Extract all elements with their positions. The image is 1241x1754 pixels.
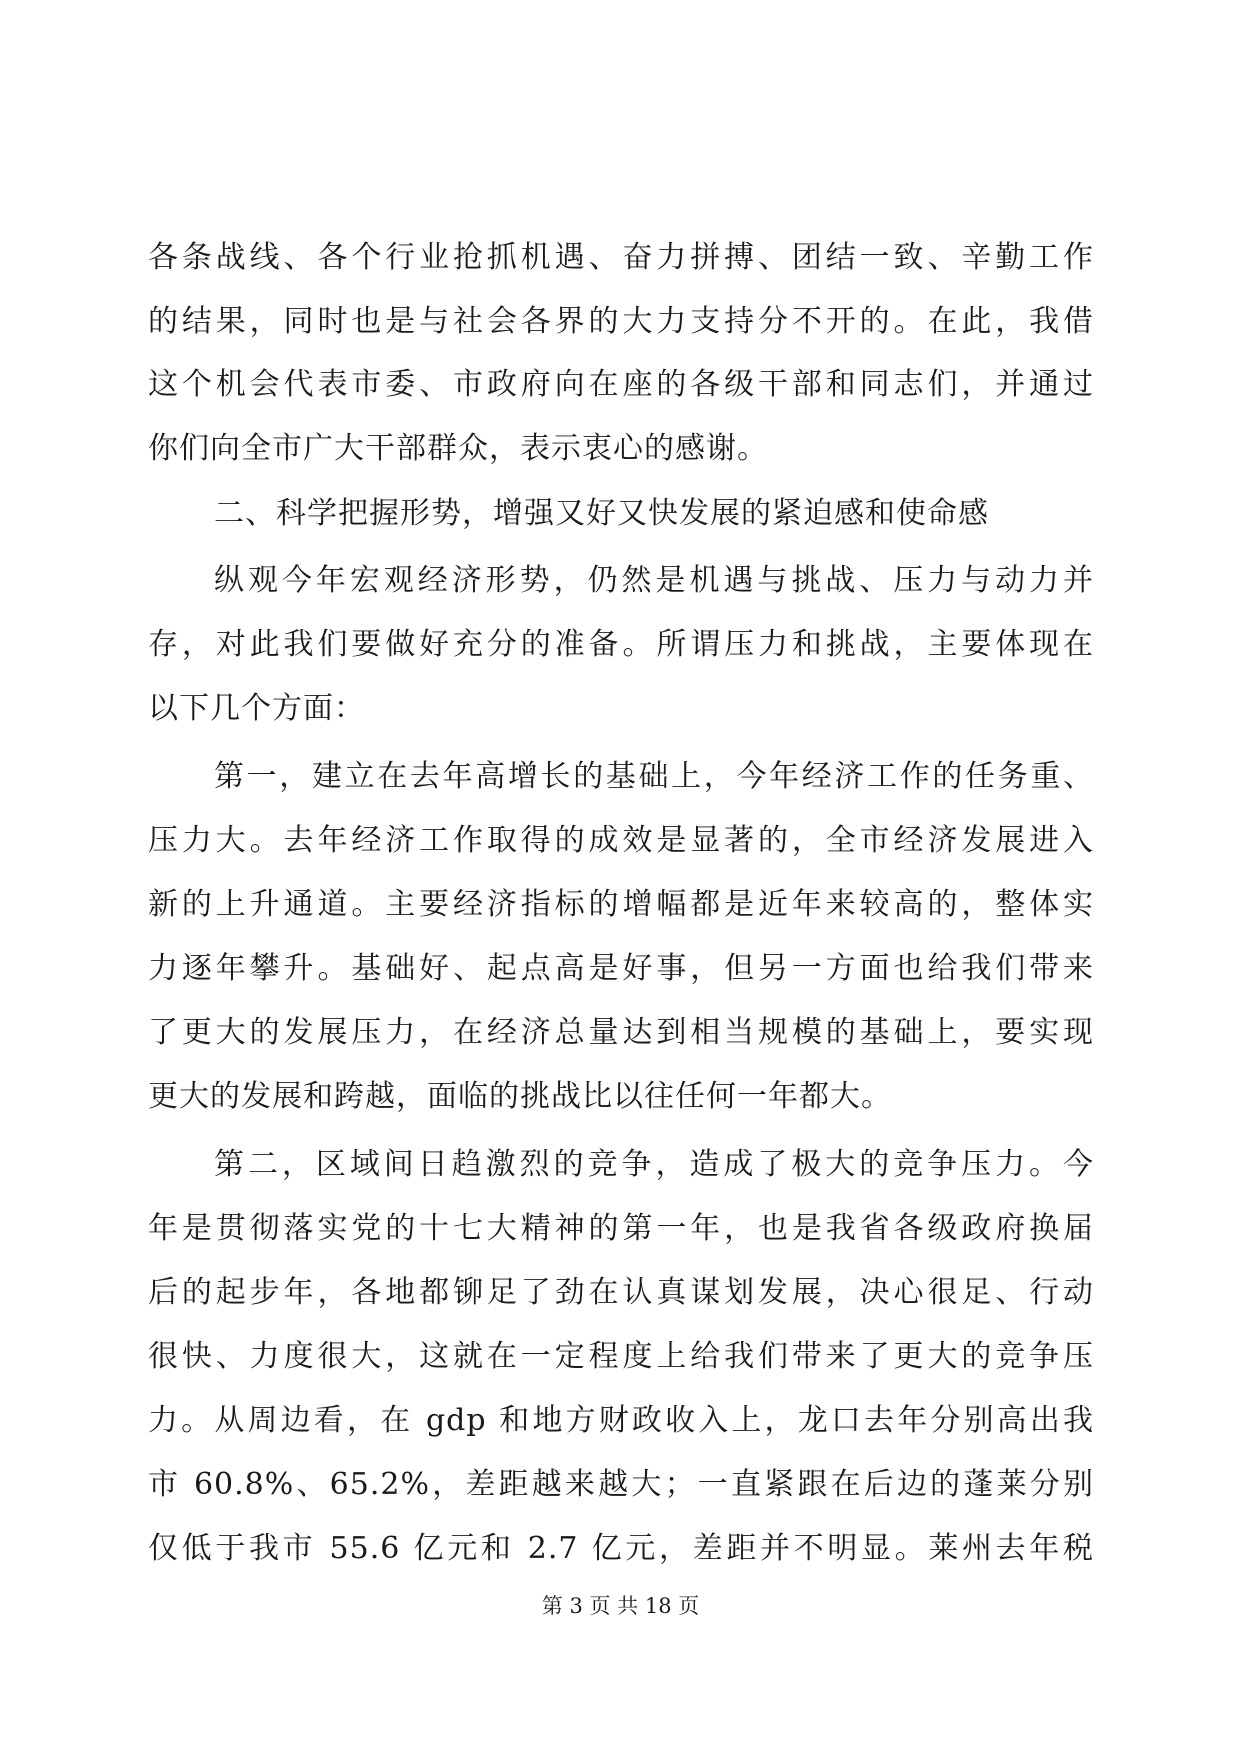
section-heading: 二、科学把握形势，增强又好又快发展的紧迫感和使命感: [214, 496, 989, 531]
text-line: 你们向全市广大干部群众，表示衷心的感谢。: [148, 431, 768, 466]
text-line: 很快、力度很大，这就在一定程度上给我们带来了更大的竞争压: [148, 1339, 1094, 1374]
text-line: 年是贯彻落实党的十七大精神的第一年，也是我省各级政府换届: [148, 1211, 1094, 1246]
paragraph-first-line: 第一，建立在去年高增长的基础上，今年经济工作的任务重、: [214, 759, 1094, 794]
text-line: 这个机会代表市委、市政府向在座的各级干部和同志们，并通过: [148, 367, 1094, 402]
text-line: 存，对此我们要做好充分的准备。所谓压力和挑战，主要体现在: [148, 627, 1094, 662]
paragraph-first-line: 第二，区域间日趋激烈的竞争，造成了极大的竞争压力。今: [214, 1147, 1094, 1182]
text-line: 的结果，同时也是与社会各界的大力支持分不开的。在此，我借: [148, 304, 1094, 339]
page-number-footer: 第 3 页 共 18 页: [541, 1594, 700, 1618]
text-line: 新的上升通道。主要经济指标的增幅都是近年来较高的，整体实: [148, 887, 1094, 922]
text-line: 力逐年攀升。基础好、起点高是好事，但另一方面也给我们带来: [148, 951, 1094, 986]
text-line: 以下几个方面：: [148, 691, 365, 726]
text-line: 市 60.8%、65.2%，差距越来越大；一直紧跟在后边的蓬莱分别: [148, 1467, 1094, 1502]
paragraph-first-line: 纵观今年宏观经济形势，仍然是机遇与挑战、压力与动力并: [214, 563, 1094, 598]
text-line: 了更大的发展压力，在经济总量达到相当规模的基础上，要实现: [148, 1015, 1094, 1050]
text-line: 更大的发展和跨越，面临的挑战比以往任何一年都大。: [148, 1079, 892, 1114]
text-line: 仅低于我市 55.6 亿元和 2.7 亿元，差距并不明显。莱州去年税: [148, 1531, 1094, 1566]
text-line: 力。从周边看，在 gdp 和地方财政收入上，龙口去年分别高出我: [148, 1403, 1094, 1438]
text-line: 各条战线、各个行业抢抓机遇、奋力拼搏、团结一致、辛勤工作: [148, 240, 1094, 275]
text-line: 后的起步年，各地都铆足了劲在认真谋划发展，决心很足、行动: [148, 1275, 1094, 1310]
text-line: 压力大。去年经济工作取得的成效是显著的，全市经济发展进入: [148, 823, 1094, 858]
